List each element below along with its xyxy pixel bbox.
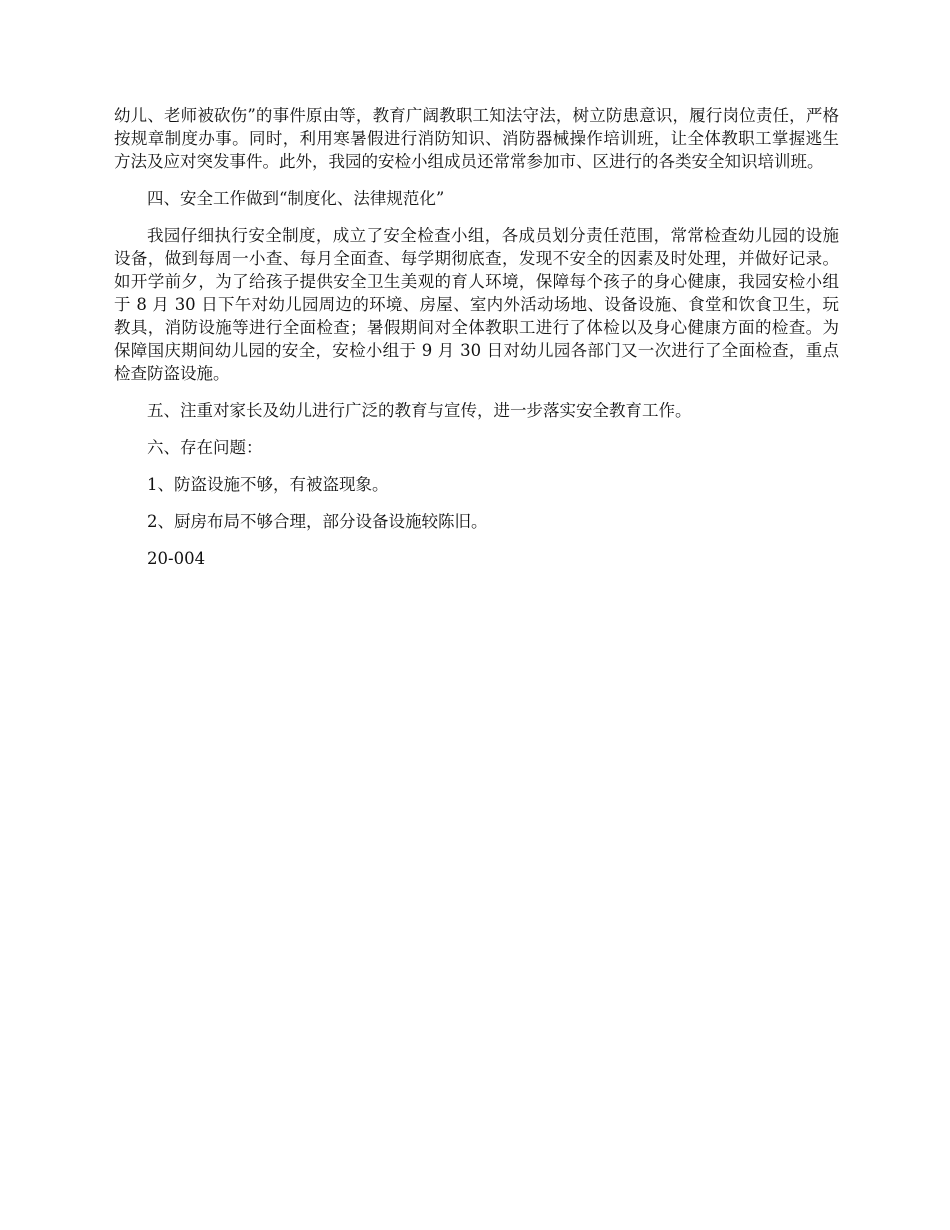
- section-heading-five: 五、注重对家长及幼儿进行广泛的教育与宣传，进一步落实安全教育工作。: [147, 401, 692, 420]
- section-heading-six: 六、存在问题：: [147, 438, 263, 457]
- document-body: [114, 104, 839, 584]
- paragraph-safety-system: 我园仔细执行安全制度，成立了安全检查小组，各成员划分责任范围，常常检查幼儿园的设施设备，做到每周一小查、每月全面查、每学期彻底查，发现不安全的因素及时处理，并做好记录。如开学前夕，为了给孩子提供安全卫生美观的育人环境，保障每个孩子的身心健康，我园安检小组于 8 月 30 日下午对幼儿园周边的环境、房屋、室内外活动场地、设备设施、食堂和饮食卫生，玩教具，消防设施等进行全面检查；暑假期间对全体教职工进行了体检以及身心健康方面的检查。为保障国庆期间幼儿园的安全，安检小组于 9 月 30 日对幼儿园各部门又一次进行了全面检查，重点检查防盗设施。: [114, 226, 839, 383]
- paragraph-continuation: 幼儿、老师被砍伤”的事件原由等，教育广阔教职工知法守法，树立防患意识，履行岗位责任，严格按规章制度办事。同时，利用寒暑假进行消防知识、消防器械操作培训班，让全体教职工掌握逃生方法及应对突发事件。此外，我园的安检小组成员还常常参加市、区进行的各类安全知识培训班。: [114, 106, 839, 171]
- document-code: 20-004: [147, 549, 206, 568]
- issue-item-1: 1、防盗设施不够，有被盗现象。: [147, 475, 389, 494]
- issue-item-2: 2、厨房布局不够合理，部分设备设施较陈旧。: [147, 512, 488, 531]
- section-heading-four: 四、安全工作做到“制度化、法律规范化”: [147, 189, 445, 208]
